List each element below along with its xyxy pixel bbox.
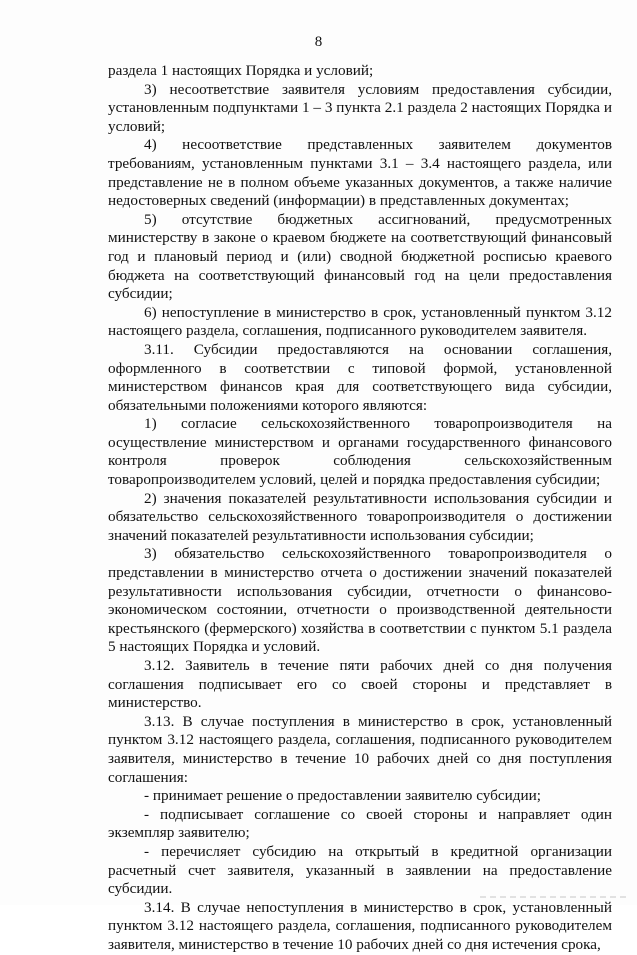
paragraph: 3.11. Субсидии предоставляются на основании соглашения, оформленного в соответствии с типовой формой, установленной министерством финансов края для соответствующего вида субсидии, обязательными положениями которого являются: [108,340,612,414]
scan-artifact [480,896,630,898]
paragraph: 6) непоступление в министерство в срок, установленный пунктом 3.12 настоящего раздела, соглашения, подписанного руководителем заявителя. [108,303,612,340]
paragraph: 3) обязательство сельскохозяйственного товаропроизводителя о представлении в министерство отчета о достижении значений показателей результативности использования субсидии, отчетности о финансово-экономическом состоянии, отчетности о производственной деятельности крестьянского (фермерского) хозяйства в соответствии с пунктом 5.1 раздела 5 настоящих Порядка и условий. [108,545,612,656]
paragraph: 2) значения показателей результативности использования субсидии и обязательство сельскохозяйственного товаропроизводителя о достижении значений показателей результативности использования субсидии; [108,489,612,544]
paragraph: 3.13. В случае поступления в министерство в срок, установленный пунктом 3.12 настоящего раздела, соглашения, подписанного руководителем заявителя, министерство в течение 10 рабочих дней со дня поступления соглашения: [108,712,612,786]
paragraph: 1) согласие сельскохозяйственного товаропроизводителя на осуществление министерством и органами государственного финансового контроля проверок соблюдения сельскохозяйственным товаропроизводителем условий, целей и порядка предоставления субсидии; [108,415,612,489]
paragraph: 3) несоответствие заявителя условиям предоставления субсидии, установленным подпунктами 1 – 3 пункта 2.1 раздела 2 настоящих Порядка и условий; [108,80,612,135]
paragraph: - перечисляет субсидию на открытый в кредитной организации расчетный счет заявителя, указанный в заявлении на предоставление субсидии. [108,842,612,898]
paragraph: 5) отсутствие бюджетных ассигнований, предусмотренных министерству в законе о краевом бюджете на соответствующий финансовый год и плановый период и (или) сводной бюджетной росписью краевого бюджета на соответствующий финансовый год на цели предоставления субсидии; [108,210,612,303]
paragraph: раздела 1 настоящих Порядка и условий; [108,62,374,79]
paragraph: 3.14. В случае непоступления в министерство в срок, установленный пунктом 3.12 настоящего раздела, соглашения, подписанного руководителем заявителя, министерство в течение 10 рабочих дней со дня истечения срока, [108,898,612,953]
paragraph: - принимает решение о предоставлении заявителю субсидии; [144,787,541,805]
document-body [108,62,612,955]
paragraph: 4) несоответствие представленных заявителем документов требованиям, установленным пунктами 3.1 – 3.4 настоящего раздела, или представление не в полном объеме указанных документов, а также наличие недостоверных сведений (информации) в представленных документах; [108,136,612,210]
paragraph: - подписывает соглашение со своей стороны и направляет один экземпляр заявителю; [108,805,612,842]
page-number: 8 [314,34,323,50]
paragraph: 3.12. Заявитель в течение пяти рабочих дней со дня получения соглашения подписывает его со своей стороны и представляет в министерство. [108,657,612,712]
